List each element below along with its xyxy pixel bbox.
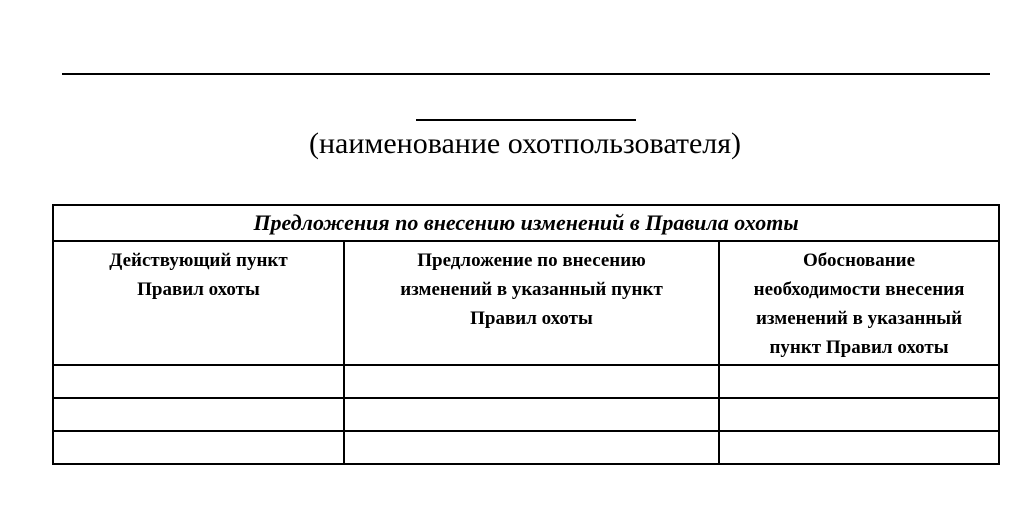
table-row bbox=[53, 431, 999, 464]
table-cell bbox=[344, 365, 719, 398]
header-line: изменений в указанный пункт bbox=[400, 279, 663, 300]
column-header-justification bbox=[719, 241, 999, 365]
table-cell bbox=[53, 431, 344, 464]
table-cell bbox=[719, 365, 999, 398]
header-line: Правил охоты bbox=[470, 308, 593, 329]
header-line: изменений в указанный bbox=[755, 308, 963, 329]
header-line: необходимости внесения bbox=[753, 279, 965, 300]
header-line: Действующий пункт bbox=[109, 250, 288, 271]
table-title-row bbox=[53, 205, 999, 241]
header-line: пункт Правил охоты bbox=[769, 337, 949, 358]
table-row bbox=[53, 398, 999, 431]
column-header-current-clause bbox=[53, 241, 344, 365]
column-header-row bbox=[53, 241, 999, 365]
table-cell bbox=[53, 365, 344, 398]
table-cell bbox=[344, 398, 719, 431]
header-line: Правил охоты bbox=[137, 279, 260, 300]
proposals-table bbox=[52, 204, 1000, 465]
header-line: Обоснование bbox=[803, 250, 916, 271]
underline-long bbox=[62, 73, 990, 75]
table-cell bbox=[53, 398, 344, 431]
table-cell bbox=[719, 398, 999, 431]
hunting-user-name-caption: (наименование охотпользователя) bbox=[308, 127, 742, 160]
column-header-proposal bbox=[344, 241, 719, 365]
underline-short bbox=[416, 119, 636, 121]
table-row bbox=[53, 365, 999, 398]
table-title: Предложения по внесению изменений в Правила охоты bbox=[53, 205, 999, 241]
table-cell bbox=[719, 431, 999, 464]
table-cell bbox=[344, 431, 719, 464]
header-line: Предложение по внесению bbox=[417, 250, 646, 271]
